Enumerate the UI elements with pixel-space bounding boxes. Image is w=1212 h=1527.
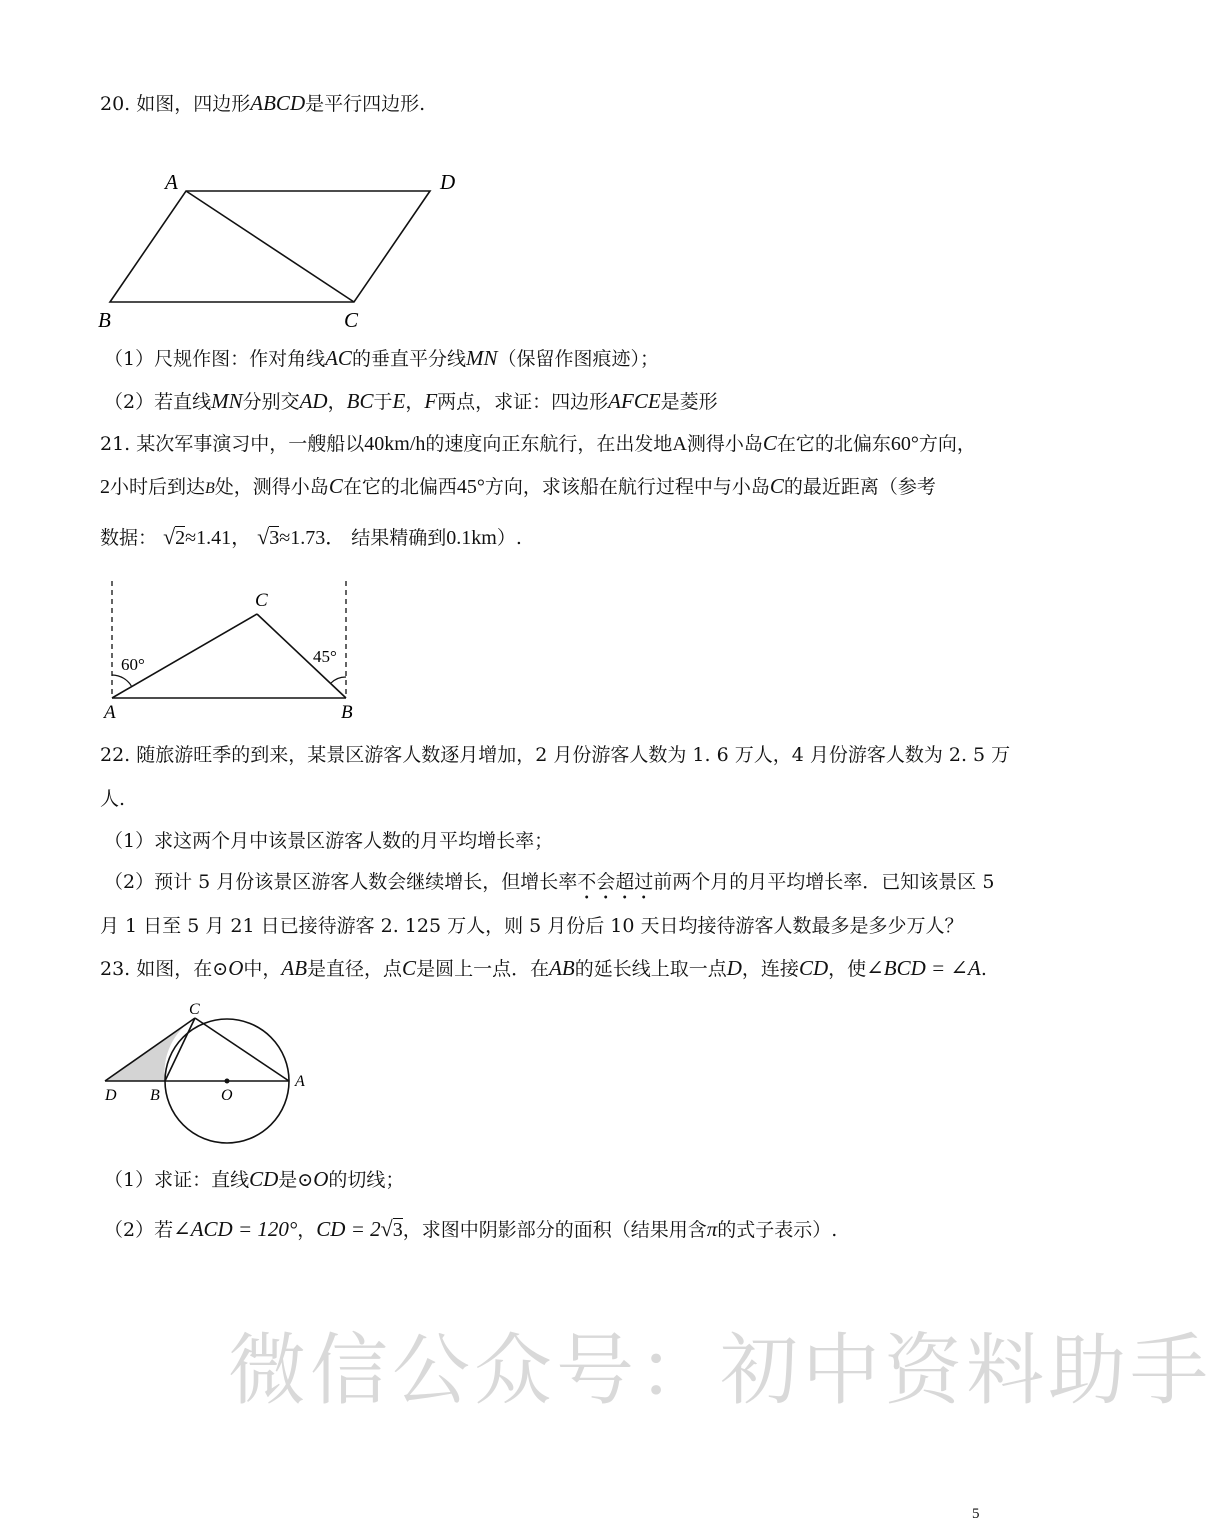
segment-ca [195,1018,289,1081]
label-a: A [104,702,116,723]
label-c: C [255,590,268,611]
segment-cb [165,1018,195,1081]
q21-line1: 21. 某次军事演习中，一艘船以40km/h的速度向正东航行，在出发地A测得小岛C在它的北偏东60°方向， [100,431,976,455]
sqrt-symbol: √ [380,1216,393,1241]
q21-line2: 2小时后到达B处，测得小岛C在它的北偏西45°方向，求该船在航行过程中与小岛C的最近距离（参考 [100,474,936,498]
sqrt-symbol: √ [163,524,176,549]
q21-navigation-figure [95,575,370,725]
sqrt-symbol: √ [257,524,270,549]
q23-stem: 23. 如图，在⊙O中，AB是直径，点C是圆上一点．在AB的延长线上取一点D，连接CD，使∠BCD = ∠A. [100,956,987,980]
label-d: D [105,1087,117,1104]
label-c: C [189,1001,200,1018]
page-number: 5 [972,1506,980,1522]
q21-line3: 数据： √2≈1.41， √3≈1.73． 结果精确到0.1km）. [100,524,522,549]
q22-part1: （1）求这两个月中该景区游客人数的月平均增长率； [104,830,554,852]
label-b: B [98,308,111,332]
q23-part2: （2）若∠ACD = 120°，CD = 2√3，求图中阴影部分的面积（结果用含π的式子表示）. [104,1216,838,1241]
label-a: A [295,1073,305,1090]
label-b: B [150,1087,160,1104]
q23-part1: （1）求证：直线CD是⊙O的切线； [104,1167,405,1191]
label-a: A [165,170,178,194]
q20-part1: （1）尺规作图：作对角线AC的垂直平分线MN（保留作图痕迹）； [104,346,659,370]
q22-line4: 月 1 日至 5 月 21 日已接待游客 2. 125 万人，则 5 月份后 10 天日均接待游客人数最多是多少万人？ [100,915,964,937]
q22-part2: （2）预计 5 月份该景区游客人数会继续增长，但增长率不会超过前两个月的月平均增长率．已知该景区 5 [104,871,995,893]
diagonal-ac [186,191,354,302]
label-d: D [440,170,456,194]
angle-arc-b [331,677,346,683]
watermark: 微信公众号：初中资料助手 [228,1326,1212,1416]
q20-stem: 20. 如图，四边形ABCD是平行四边形. [100,91,426,115]
label-b: B [341,702,353,723]
angle-label-60: 60° [121,655,145,674]
label-c: C [344,308,359,332]
q22-line2: 人. [100,788,126,810]
q20-parallelogram-figure [90,165,470,335]
center-point [225,1079,230,1084]
angle-label-45: 45° [313,647,337,666]
q20-part2: （2）若直线MN分别交AD，BC于E，F两点，求证：四边形AFCE是菱形 [104,389,718,413]
label-o: O [221,1087,233,1104]
q23-circle-figure [95,1000,320,1150]
q22-line1: 22. 随旅游旺季的到来，某景区游客人数逐月增加，2 月份游客人数为 1. 6 万人，4 月份游客人数为 2. 5 万 [100,744,1011,766]
angle-arc-a [112,675,132,687]
